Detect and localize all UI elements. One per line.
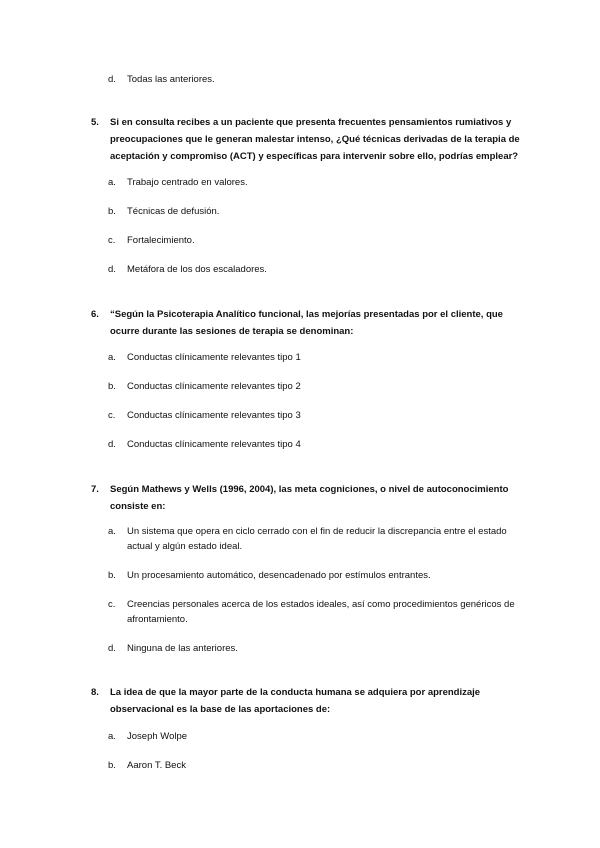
option-text: Fortalecimiento. xyxy=(127,235,195,246)
question-6-option-d xyxy=(108,437,533,452)
option-letter: c. xyxy=(108,410,116,421)
question-7-text: Según Mathews y Wells (1996, 2004), las meta cogniciones, o nivel de autoconocimiento consiste en: xyxy=(110,484,509,512)
question-5-number: 5. xyxy=(91,117,99,128)
option-text: Conductas clínicamente relevantes tipo 2 xyxy=(127,381,301,392)
question-8-option-b xyxy=(108,758,533,773)
question-7-option-b xyxy=(108,568,533,583)
option-letter: b. xyxy=(108,381,116,392)
question-5-option-c xyxy=(108,233,533,248)
question-7-option-c xyxy=(108,597,533,627)
question-7-number: 7. xyxy=(91,484,99,495)
option-letter: d. xyxy=(108,264,116,275)
option-letter: c. xyxy=(108,235,116,246)
option-letter: a. xyxy=(108,177,116,188)
option-letter: a. xyxy=(108,352,116,363)
question-5-option-d xyxy=(108,262,533,277)
option-text: Joseph Wolpe xyxy=(127,731,188,742)
option-letter: b. xyxy=(108,570,116,581)
option-text: Trabajo centrado en valores. xyxy=(127,177,248,188)
option-text: Metáfora de los dos escaladores. xyxy=(127,264,267,275)
option-text: Creencias personales acerca de los estados ideales, así como procedimientos genéricos de afrontamiento. xyxy=(127,599,515,625)
question-8-text: La idea de que la mayor parte de la conducta humana se adquiera por aprendizaje observacional es la base de las aportaciones de: xyxy=(110,687,481,715)
question-6-number: 6. xyxy=(91,309,99,320)
option-text: Ninguna de las anteriores. xyxy=(127,643,238,654)
question-6-text: “Según la Psicoterapia Analítico funcional, las mejorías presentadas por el cliente, que ocurre durante las sesiones de terapia se denominan: xyxy=(110,309,503,337)
question-7-option-a xyxy=(108,524,533,554)
question-7-option-d xyxy=(108,641,533,656)
option-text: Conductas clínicamente relevantes tipo 3 xyxy=(127,410,301,421)
option-prev-d xyxy=(108,72,533,87)
option-text: Conductas clínicamente relevantes tipo 4 xyxy=(127,439,301,450)
option-text: Todas las anteriores. xyxy=(127,74,215,85)
question-8-number: 8. xyxy=(91,687,99,698)
question-5-option-b xyxy=(108,204,533,219)
option-letter: d. xyxy=(108,74,116,85)
option-text: Técnicas de defusión. xyxy=(127,206,220,217)
question-8-option-a xyxy=(108,729,533,744)
option-letter: b. xyxy=(108,206,116,217)
option-letter: a. xyxy=(108,526,116,537)
option-letter: d. xyxy=(108,643,116,654)
question-5-option-a xyxy=(108,175,533,190)
option-text: Un sistema que opera en ciclo cerrado con el fin de reducir la discrepancia entre el estado actual y algún estado ideal. xyxy=(127,526,507,552)
option-letter: a. xyxy=(108,731,116,742)
question-6-option-b xyxy=(108,379,533,394)
option-letter: c. xyxy=(108,599,116,610)
option-letter: d. xyxy=(108,439,116,450)
question-5-text: Si en consulta recibes a un paciente que presenta frecuentes pensamientos rumiativos y preocupaciones que le generan malestar intenso, ¿Qué técnicas derivadas de la terapia de aceptación y compromiso (ACT) y específicas para intervenir sobre ello, podrías emplear? xyxy=(110,117,520,162)
option-text: Un procesamiento automático, desencadenado por estímulos entrantes. xyxy=(127,570,431,581)
option-text: Aaron T. Beck xyxy=(127,760,186,771)
question-6-option-a xyxy=(108,350,533,365)
option-letter: b. xyxy=(108,760,116,771)
option-text: Conductas clínicamente relevantes tipo 1 xyxy=(127,352,301,363)
question-6-option-c xyxy=(108,408,533,423)
